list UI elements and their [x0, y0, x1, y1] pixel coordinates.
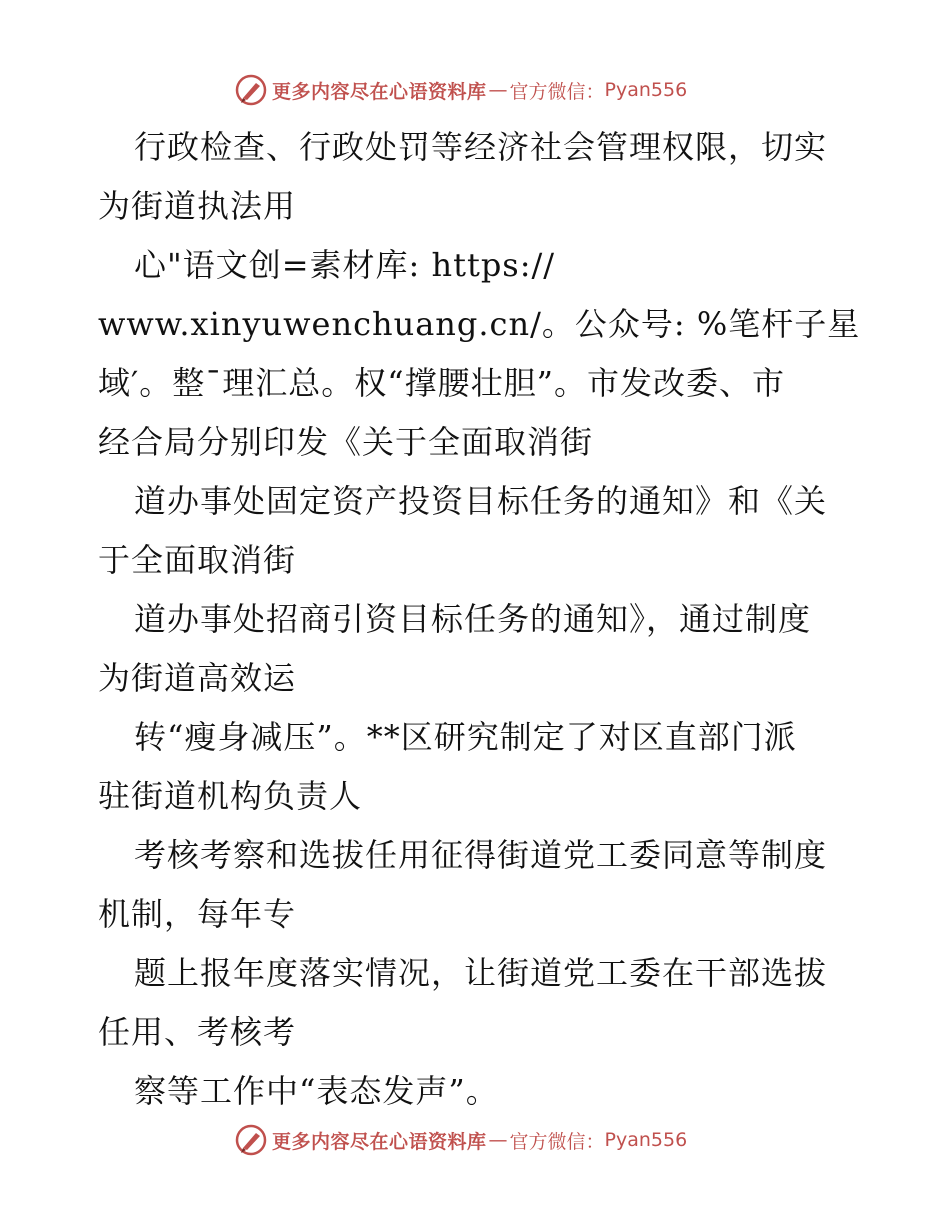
text-line: 道办事处招商引资目标任务的通知》，通过制度 [134, 600, 812, 638]
text-line: 为街道执法用 [98, 187, 297, 225]
watermark-wechat-id: Pyan556 [604, 1129, 688, 1151]
document-body [98, 118, 861, 1121]
watermark-main-text: 更多内容尽在心语资料库 [272, 1130, 487, 1153]
text-line: 于全面取消街 [98, 541, 297, 579]
footer-watermark [234, 1121, 687, 1159]
watermark-separator: — [488, 79, 508, 101]
text-line: 转“瘦身减压”。**区研究制定了对区直部门派 [134, 718, 797, 756]
text-line: 驻街道机构负责人 [98, 777, 363, 815]
pen-logo-icon [234, 1123, 268, 1157]
text-line: 经合局分别印发《关于全面取消街 [98, 423, 594, 461]
pen-logo-icon [234, 73, 268, 107]
text-line: 察等工作中“表态发声”。 [134, 1072, 499, 1110]
watermark-wechat-label: 官方微信： [509, 80, 605, 103]
text-line: 行政检查、行政处罚等经济社会管理权限，切实 [134, 128, 828, 166]
header-watermark [234, 71, 687, 109]
text-line: 任用、考核考 [98, 1013, 297, 1051]
watermark-main-text: 更多内容尽在心语资料库 [272, 80, 487, 103]
text-line: www.xinyuwenchuang.cn/。公众号: %笔杆子星 [98, 305, 861, 343]
text-line: 机制，每年专 [98, 895, 297, 933]
text-line: 心"语文创=素材库: https:// [134, 246, 556, 284]
watermark-separator: — [488, 1129, 508, 1151]
watermark-wechat-id: Pyan556 [604, 79, 688, 101]
text-line: 为街道高效运 [98, 659, 297, 697]
text-line: 域′。整¯理汇总。权“撑腰壮胆”。市发改委、市 [98, 364, 785, 402]
watermark-wechat-label: 官方微信： [509, 1130, 605, 1153]
text-line: 考核考察和选拔任用征得街道党工委同意等制度 [134, 836, 828, 874]
text-line: 题上报年度落实情况，让街道党工委在干部选拔 [134, 954, 828, 992]
text-line: 道办事处固定资产投资目标任务的通知》和《关 [134, 482, 828, 520]
